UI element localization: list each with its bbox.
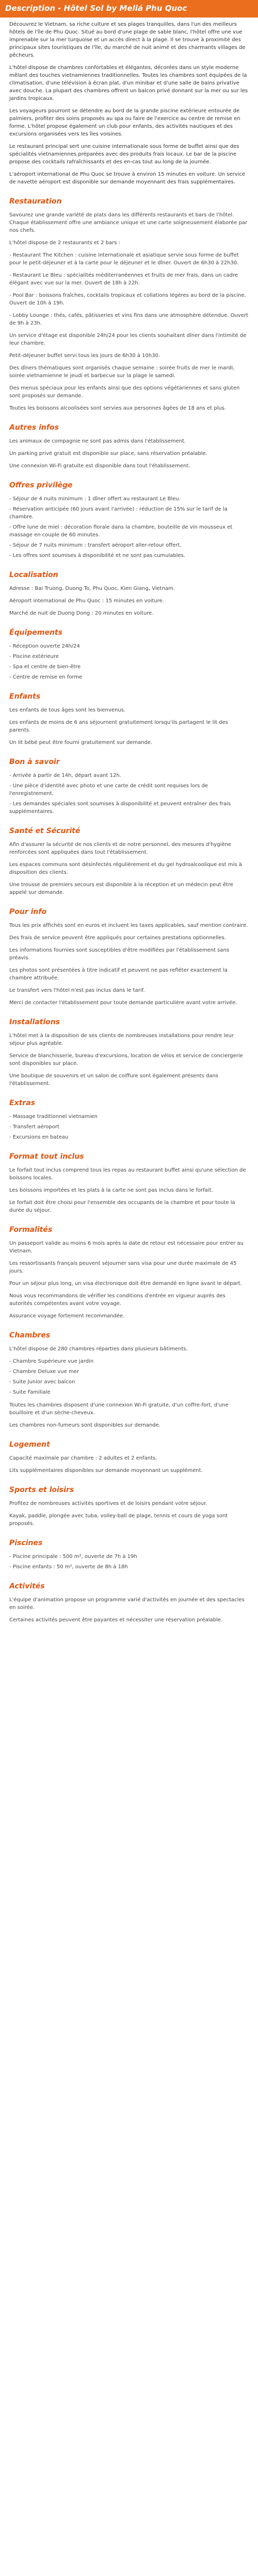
installations-paragraph: Une boutique de souvenirs et un salon de coiffure sont également présents dans l'établissement.: [9, 1073, 218, 1087]
list-item: - Arrivée à partir de 14h, départ avant 12h.: [9, 772, 249, 779]
restauration-paragraph: Des dîners thématiques sont organisés chaque semaine : soirée fruits de mer le mardi, soirée vietnamienne le jeudi et barbecue sur la plage le samedi.: [9, 365, 235, 379]
localisation-paragraph: Marché de nuit de Duong Dong : 20 minutes en voiture.: [9, 611, 154, 616]
enfants-paragraph: Les enfants de moins de 6 ans séjournent gratuitement lorsqu'ils partagent le lit des parents.: [9, 720, 228, 733]
list-item: - Chambre Supérieure vue jardin: [9, 1358, 249, 1365]
list-item: - Séjour de 4 nuits minimum : 1 dîner offert au restaurant Le Bleu.: [9, 495, 249, 503]
restauration-section: [9, 197, 249, 412]
list-item: - Transfert aéroport: [9, 1123, 249, 1131]
sante-paragraph: Les espaces communs sont désinfectés régulièrement et du gel hydroalcoolique est mis à disposition des clients.: [9, 862, 242, 875]
formalites-paragraph: Pour un séjour plus long, un visa électronique doit être demandé en ligne avant le départ.: [9, 1281, 242, 1286]
section-title-bon-a-savoir: Bon à savoir: [9, 758, 60, 766]
pour-info-paragraph: Le transfert vers l'hôtel n'est pas inclus dans le tarif.: [9, 988, 145, 993]
section-title-activites: Activités: [9, 1582, 45, 1590]
list-item: - Centre de remise en forme: [9, 673, 249, 681]
bon-a-savoir-section: [9, 758, 249, 816]
sante-paragraph: Afin d'assurer la sécurité de nos clients et de notre personnel, des mesures d'hygiène renforcées sont appliquées dans tout l'établissement.: [9, 842, 232, 855]
formalites-paragraph: Assurance voyage fortement recommandée.: [9, 1313, 125, 1319]
offres-list: [9, 495, 249, 560]
piscines-list: [9, 1553, 249, 1571]
formalites-section: [9, 1226, 249, 1320]
sante-paragraph: Une trousse de premiers secours est disponible à la réception et un médecin peut être appelé sur demande.: [9, 882, 234, 895]
chambres-paragraph: Les chambres non-fumeurs sont disponibles sur demande.: [9, 1422, 160, 1428]
restauration-paragraph: Un service d'étage est disponible 24h/24 pour les clients souhaitant dîner dans l'intimité de leur chambre.: [9, 333, 247, 346]
section-title-format: Format tout inclus: [9, 1153, 84, 1161]
format-section: [9, 1153, 249, 1214]
pour-info-paragraph: Merci de contacter l'établissement pour toute demande particulière avant votre arrivée.: [9, 1000, 237, 1006]
list-item: - Les offres sont soumises à disponibilité et ne sont pas cumulables.: [9, 552, 249, 560]
sports-paragraph: Profitez de nombreuses activités sportives et de loisirs pendant votre séjour.: [9, 1501, 207, 1506]
autres-infos-paragraph: Les animaux de compagnie ne sont pas admis dans l'établissement.: [9, 438, 186, 444]
chambres-paragraph: Toutes les chambres disposent d'une connexion Wi-Fi gratuite, d'un coffre-fort, d'une bouilloire et d'un sèche-cheveux.: [9, 1402, 229, 1416]
activites-paragraph: L'équipe d'animation propose un programme varié d'activités en journée et des spectacles en soirée.: [9, 1597, 245, 1611]
logement-paragraph: Lits supplémentaires disponibles sur demande moyennant un supplément.: [9, 1468, 203, 1473]
pour-info-paragraph: Les informations fournies sont susceptibles d'être modifiées par l'établissement sans préavis.: [9, 947, 230, 961]
restauration-paragraph: L'hôtel dispose de 2 restaurants et 2 bars :: [9, 240, 121, 246]
list-item: - Piscine principale : 500 m², ouverte de 7h à 19h: [9, 1553, 249, 1561]
installations-paragraph: Service de blanchisserie, bureau d'excursions, location de vélos et service de conciergerie sont disponibles sur place.: [9, 1053, 243, 1066]
pour-info-paragraph: Les photos sont présentées à titre indicatif et peuvent ne pas refléter exactement la chambre attribuée.: [9, 968, 228, 981]
format-paragraph: Le forfait doit être choisi pour l'ensemble des occupants de la chambre et pour toute la durée du séjour.: [9, 1200, 235, 1213]
intro-paragraph: Découvrez le Vietnam, sa riche culture et ses plages tranquilles, dans l'un des meilleurs hôtels de l'île de Phu Quoc. Situé au bord d'une plage de sable blanc, l'hôtel offre une vue imprenable sur la mer turquoise et un accès direct à la plage. Il se trouve à proximité des principaux sites touristiques de l'île, du marché de nuit animé et des charmants villages de pêcheurs.: [9, 22, 246, 58]
section-title-pour-info: Pour info: [9, 908, 47, 916]
section-title-restauration: Restauration: [9, 197, 62, 206]
restauration-paragraph: Des menus spéciaux pour les enfants ainsi que des options végétariennes et sans gluten sont proposés sur demande.: [9, 385, 240, 399]
restauration-paragraph: Savourez une grande variété de plats dans les différents restaurants et bars de l'hôtel. Chaque établissement offre une ambiance unique et une carte soigneusement élaborée par nos chefs.: [9, 212, 248, 233]
formalites-paragraph: Nous vous recommandons de vérifier les conditions d'entrée en vigueur auprès des autorités compétentes avant votre voyage.: [9, 1293, 225, 1307]
chambres-list: [9, 1358, 249, 1396]
sports-section: [9, 1486, 249, 1528]
formalites-paragraph: Les ressortissants français peuvent séjourner sans visa pour une durée maximale de 45 jours.: [9, 1261, 237, 1274]
intro-paragraph: Les voyageurs pourront se détendre au bord de la grande piscine extérieure entourée de palmiers, profiter des soins proposés au spa ou faire de l'exercice au centre de remise en forme. L'hôtel propose également un club pour enfants, des activités nautiques et des excursions organisées vers les îles voisines.: [9, 108, 240, 137]
chambres-section: [9, 1331, 249, 1429]
restauration-paragraph: Toutes les boissons alcoolisées sont servies aux personnes âgées de 18 ans et plus.: [9, 405, 227, 411]
list-item: - Réception ouverte 24h/24: [9, 642, 249, 650]
localisation-paragraph: Aéroport international de Phu Quoc : 15 minutes en voiture.: [9, 598, 164, 604]
section-title-sante: Santé et Sécurité: [9, 827, 80, 835]
offres-section: [9, 481, 249, 560]
section-title-piscines: Piscines: [9, 1539, 43, 1547]
activites-section: [9, 1582, 249, 1624]
autres-infos-paragraph: Un parking privé gratuit est disponible sur place, sans réservation préalable.: [9, 451, 207, 456]
intro-paragraph: L'aéroport international de Phu Quoc se trouve à environ 15 minutes en voiture. Un service de navette aéroport est disponible sur demande moyennant des frais supplémentaires.: [9, 172, 246, 185]
installations-paragraph: L'hôtel met à la disposition de ses clients de nombreuses installations pour rendre leur séjour plus agréable.: [9, 1033, 234, 1046]
section-title-logement: Logement: [9, 1440, 50, 1449]
equipements-section: [9, 629, 249, 681]
pour-info-section: [9, 908, 249, 1007]
pour-info-paragraph: Tous les prix affichés sont en euros et incluent les taxes applicables, sauf mention contraire.: [9, 923, 248, 928]
list-item: - Offre lune de miel : décoration florale dans la chambre, bouteille de vin mousseux et massage en couple de 60 minutes.: [9, 523, 249, 539]
section-title-sports: Sports et loisirs: [9, 1486, 74, 1494]
section-title-autres-infos: Autres infos: [9, 423, 59, 432]
formalites-paragraph: Un passeport valide au moins 6 mois après la date de retour est nécessaire pour entrer au Vietnam.: [9, 1241, 244, 1254]
list-item: - Piscine extérieure: [9, 653, 249, 660]
list-item: - Piscine enfants : 50 m², ouverte de 8h à 18h: [9, 1563, 249, 1571]
extras-section: [9, 1099, 249, 1141]
extras-list: [9, 1113, 249, 1141]
intro-paragraph: Le restaurant principal sert une cuisine internationale sous forme de buffet ainsi que des spécialités vietnamiennes préparées avec des produits frais locaux. Le bar de la piscine propose des cocktails rafraîchissants et des en-cas tout au long de la journée.: [9, 144, 239, 165]
activites-paragraph: Certaines activités peuvent être payantes et nécessiter une réservation préalable.: [9, 1617, 223, 1623]
restauration-paragraph: - Restaurant The Kitchen : cuisine internationale et asiatique servie sous forme de buffet pour le petit-déjeuner et à la carte pour le déjeuner et le dîner. Ouvert de 6h30 à 22h30.: [9, 252, 239, 266]
list-item: - Une pièce d'identité avec photo et une carte de crédit sont requises lors de l'enregistrement.: [9, 782, 249, 798]
enfants-section: [9, 692, 249, 747]
format-paragraph: Les boissons importées et les plats à la carte ne sont pas inclus dans le forfait.: [9, 1188, 213, 1193]
list-item: - Les demandes spéciales sont soumises à disponibilité et peuvent entraîner des frais supplémentaires.: [9, 800, 249, 816]
section-title-enfants: Enfants: [9, 692, 41, 701]
bon-a-savoir-list: [9, 772, 249, 816]
list-item: - Chambre Deluxe vue mer: [9, 1368, 249, 1376]
enfants-paragraph: Les enfants de tous âges sont les bienvenus.: [9, 707, 126, 713]
localisation-section: [9, 571, 249, 617]
chambres-intro: L'hôtel dispose de 280 chambres réparties dans plusieurs bâtiments.: [9, 1346, 188, 1352]
equipements-list: [9, 642, 249, 681]
restauration-paragraph: - Restaurant Le Bleu : spécialités méditerranéennes et fruits de mer frais, dans un cadre élégant avec vue sur la mer. Ouvert de 18h à 22h.: [9, 273, 238, 286]
list-item: - Réservation anticipée (60 jours avant l'arrivée) : réduction de 15% sur le tarif de la chambre.: [9, 505, 249, 521]
format-paragraph: Le forfait tout inclus comprend tous les repas au restaurant buffet ainsi qu'une sélection de boissons locales.: [9, 1167, 246, 1181]
section-title-extras: Extras: [9, 1099, 35, 1107]
list-item: - Spa et centre de bien-être: [9, 663, 249, 671]
restauration-paragraph: Petit-déjeuner buffet servi tous les jours de 6h30 à 10h30.: [9, 353, 160, 359]
logement-paragraph: Capacité maximale par chambre : 2 adultes et 2 enfants.: [9, 1455, 157, 1461]
section-title-formalites: Formalités: [9, 1226, 53, 1234]
restauration-paragraph: - Pool Bar : boissons fraîches, cocktails tropicaux et collations légères au bord de la piscine. Ouvert de 10h à 19h.: [9, 293, 246, 306]
sports-paragraph: Kayak, paddle, plongée avec tuba, volley-ball de plage, tennis et cours de yoga sont proposés.: [9, 1513, 228, 1527]
installations-section: [9, 1018, 249, 1088]
list-item: - Séjour de 7 nuits minimum : transfert aéroport aller-retour offert.: [9, 541, 249, 549]
intro-section: [9, 21, 249, 186]
localisation-paragraph: Adresse : Bai Truong, Duong To, Phu Quoc, Kien Giang, Vietnam.: [9, 586, 175, 591]
intro-paragraph: L'hôtel dispose de chambres confortables et élégantes, décorées dans un style moderne mêlant des touches vietnamiennes traditionnelles. Toutes les chambres sont équipées de la climatisation, d'une télévision à écran plat, d'un minibar et d'une salle de bains privative avec douche. La plupart des chambres offrent un balcon privé donnant sur la mer ou sur les jardins tropicaux.: [9, 65, 248, 101]
description-content: [0, 18, 258, 1624]
pour-info-paragraph: Des frais de service peuvent être appliqués pour certaines prestations optionnelles.: [9, 935, 227, 941]
list-item: - Suite Familiale: [9, 1388, 249, 1396]
sante-section: [9, 827, 249, 896]
autres-infos-paragraph: Une connexion Wi-Fi gratuite est disponible dans tout l'établissement.: [9, 463, 190, 469]
section-title-chambres: Chambres: [9, 1331, 51, 1340]
enfants-paragraph: Un lit bébé peut être fourni gratuitement sur demande.: [9, 740, 153, 745]
section-title-localisation: Localisation: [9, 571, 58, 579]
list-item: - Excursions en bateau: [9, 1133, 249, 1141]
list-item: - Suite Junior avec balcon: [9, 1378, 249, 1386]
autres-infos-section: [9, 423, 249, 470]
page-title: Description - Hôtel Sol by Meliá Phu Quoc: [0, 0, 258, 18]
section-title-installations: Installations: [9, 1018, 60, 1026]
section-title-offres: Offres privilège: [9, 481, 73, 489]
piscines-section: [9, 1539, 249, 1571]
logement-section: [9, 1440, 249, 1475]
list-item: - Massage traditionnel vietnamien: [9, 1113, 249, 1121]
section-title-equipements: Équipements: [9, 629, 62, 637]
restauration-paragraph: - Lobby Lounge : thés, cafés, pâtisseries et vins fins dans une atmosphère détendue. Ouvert de 9h à 23h.: [9, 313, 249, 326]
